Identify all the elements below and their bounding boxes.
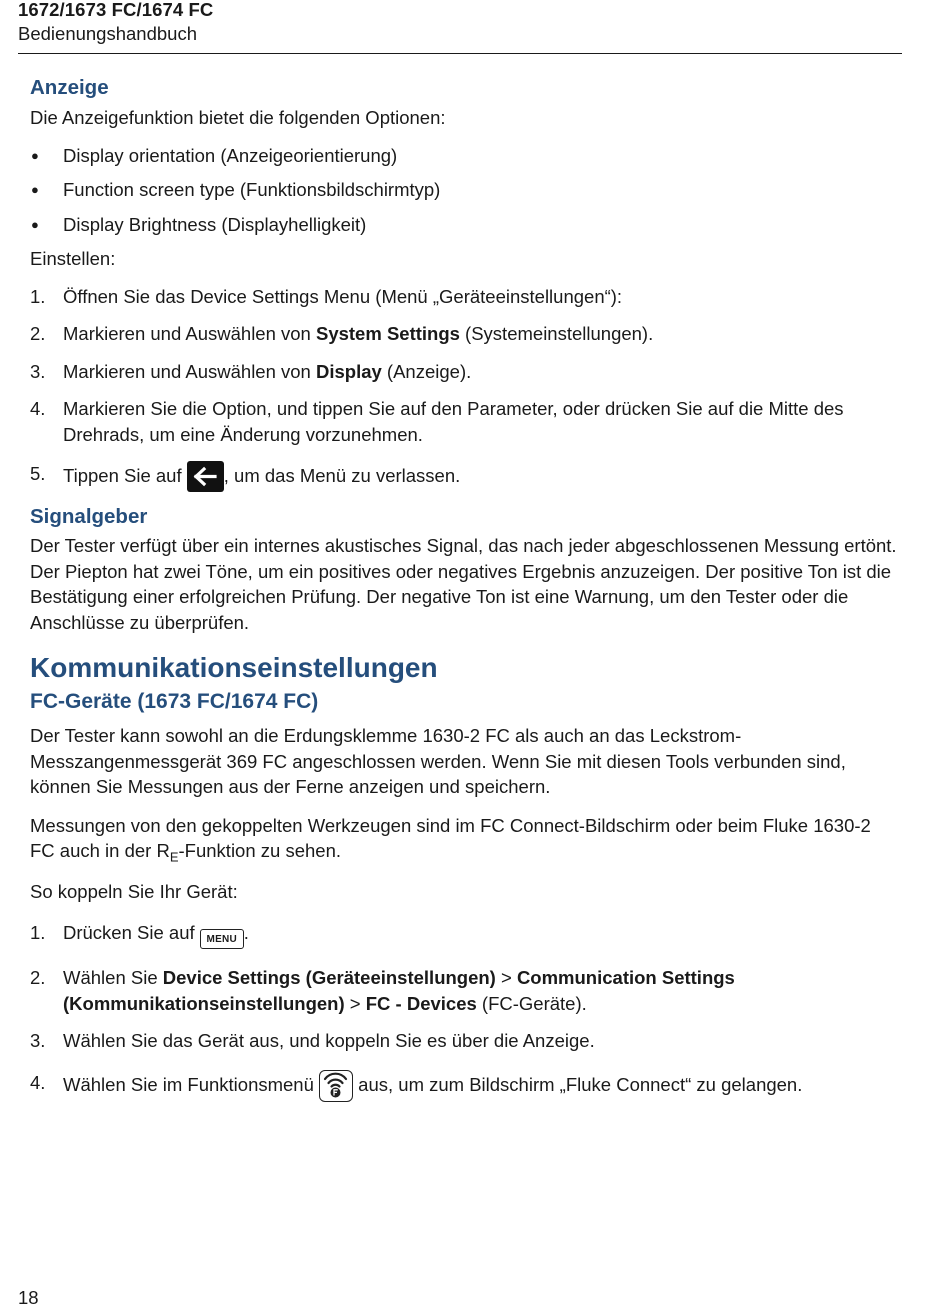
step-bold-text: Communication Settings (Kommunikationseinstellungen) xyxy=(63,967,735,1014)
step-text: Wählen Sie im Funktionsmenü xyxy=(63,1073,320,1095)
list-item xyxy=(30,143,900,169)
list-item xyxy=(30,212,900,238)
step-text: Öffnen Sie das Device Settings Menu (Menü „Geräteeinstellungen“): xyxy=(63,285,623,307)
step-item xyxy=(30,1070,900,1102)
step-text: > xyxy=(495,967,517,988)
step-bold-text: FC - Devices xyxy=(365,992,477,1014)
step-number: 3. xyxy=(30,1030,46,1051)
section-heading-signalgeber: Signalgeber xyxy=(30,505,148,528)
step-text: (FC-Geräte). xyxy=(476,992,587,1014)
step-bold-text: Device Settings (Geräteeinstellungen) xyxy=(162,967,496,988)
bullet-icon: ● xyxy=(31,182,39,197)
para-text: -Funktion zu sehen. xyxy=(178,840,341,861)
section-heading-anzeige: Anzeige xyxy=(30,76,109,99)
step-text: > xyxy=(344,992,366,1014)
step-number: 4. xyxy=(30,398,46,419)
step-text: Markieren Sie die Option, und tippen Sie auf den Parameter, oder drücken Sie auf die Mitte des Drehrads, um eine Änderung vorzunehmen. xyxy=(63,398,844,445)
header-subtitle: Bedienungshandbuch xyxy=(18,23,197,44)
kommunikation-para-1: Der Tester kann sowohl an die Erdungsklemme 1630-2 FC als auch an das Leckstrom-Messzangenmessgerät 369 FC angeschlossen werden. Wenn Sie mit diesen Tools verbunden sind, können Sie Messungen aus der Ferne anzeigen und speichern. xyxy=(30,725,846,797)
step-text: (Anzeige). xyxy=(381,360,472,382)
step-number: 4. xyxy=(30,1071,46,1093)
step-text: Wählen Sie das Gerät aus, und koppeln Sie es über die Anzeige. xyxy=(63,1030,595,1051)
option-text: Display orientation (Anzeigeorientierung) xyxy=(63,144,398,166)
step-text: aus, um zum Bildschirm „Fluke Connect“ zu gelangen. xyxy=(353,1073,803,1095)
pair-label: So koppeln Sie Ihr Gerät: xyxy=(30,880,238,902)
step-item xyxy=(30,965,900,1016)
step-item xyxy=(30,396,900,447)
step-item xyxy=(30,321,900,347)
step-number: 5. xyxy=(30,463,46,484)
step-text: . xyxy=(243,922,249,943)
menu-key-icon: MENU xyxy=(200,929,244,949)
para-text: Messungen von den gekoppelten Werkzeugen sind im FC Connect-Bildschirm oder beim Fluke 1630-2 FC auch in der R xyxy=(30,814,871,861)
kommunikation-para-2 xyxy=(30,813,900,864)
step-bold-text: Display xyxy=(315,360,382,382)
step-item xyxy=(30,920,900,949)
page-header xyxy=(18,0,213,47)
step-item xyxy=(30,284,900,310)
anzeige-intro: Die Anzeigefunktion bietet die folgenden Optionen: xyxy=(30,107,446,128)
step-text: (Systemeinstellungen). xyxy=(459,323,654,344)
step-text: , um das Menü zu verlassen. xyxy=(223,465,461,486)
list-item xyxy=(30,177,900,203)
step-text: Drücken Sie auf xyxy=(63,922,200,943)
pairing-steps-list xyxy=(30,920,900,1102)
step-text: Markieren und Auswählen von xyxy=(63,323,316,344)
header-divider xyxy=(18,53,902,54)
step-number: 2. xyxy=(30,323,46,344)
step-item xyxy=(30,461,900,492)
bullet-icon: ● xyxy=(31,147,39,163)
step-number: 3. xyxy=(30,360,46,382)
step-number: 2. xyxy=(30,967,46,988)
setup-label: Einstellen: xyxy=(30,248,116,269)
anzeige-steps-list xyxy=(30,284,900,493)
step-item xyxy=(30,359,900,385)
step-bold-text: System Settings xyxy=(315,323,460,344)
page-number: 18 xyxy=(18,1287,39,1308)
step-number: 1. xyxy=(30,285,46,307)
option-text: Function screen type (Funktionsbildschirmtyp) xyxy=(63,179,441,200)
bullet-icon: ● xyxy=(31,216,39,232)
step-text: Wählen Sie xyxy=(63,967,163,988)
anzeige-options-list xyxy=(30,143,900,238)
subheading-fc-devices: FC-Geräte (1673 FC/1674 FC) xyxy=(30,690,319,713)
section-heading-kommunikation: Kommunikationseinstellungen xyxy=(30,652,438,683)
step-text: Tippen Sie auf xyxy=(63,465,187,486)
fluke-connect-icon xyxy=(319,1070,353,1102)
step-number: 1. xyxy=(30,922,46,943)
page-content xyxy=(30,72,900,1102)
subscript-text: E xyxy=(169,849,179,865)
step-item xyxy=(30,1028,900,1054)
signalgeber-body: Der Tester verfügt über ein internes akustisches Signal, das nach jeder abgeschlossenen Messung ertönt. Der Piepton hat zwei Töne, um ein positives oder negatives Ergebnis anzuzeigen. Der positive Ton ist die Bestätigung einer erfolgreichen Prüfung. Der negative Ton ist eine Warnung, um den Tester oder die Anschlüsse zu überprüfen. xyxy=(30,535,897,633)
header-model: 1672/1673 FC/1674 FC xyxy=(18,0,214,20)
option-text: Display Brightness (Displayhelligkeit) xyxy=(63,213,367,235)
step-text: Markieren und Auswählen von xyxy=(63,360,316,382)
back-arrow-icon xyxy=(187,461,224,492)
